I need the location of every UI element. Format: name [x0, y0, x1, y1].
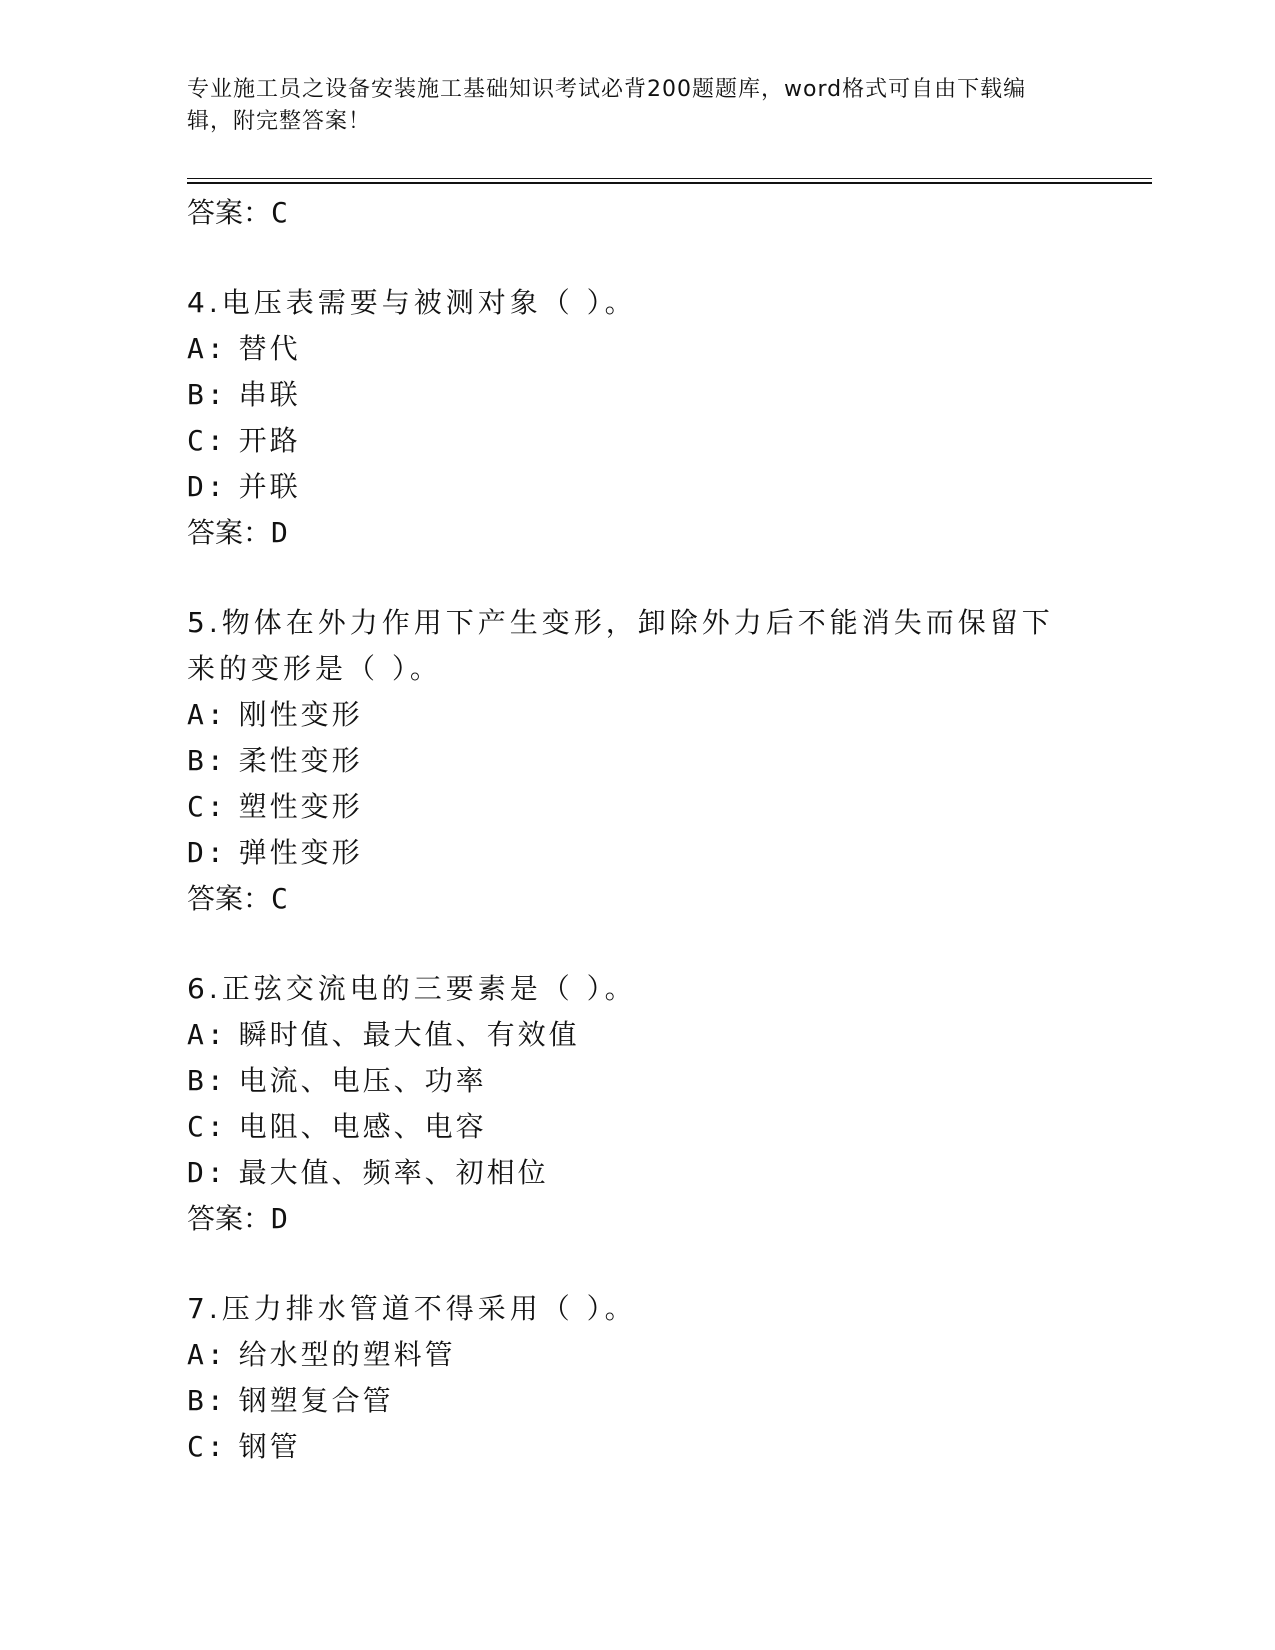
option-a: [187, 692, 1067, 738]
option-text: 开路: [238, 424, 301, 457]
answer-value: D: [271, 1202, 288, 1235]
option-letter: D:: [187, 836, 227, 869]
option-text: 柔性变形: [238, 744, 363, 777]
spacer: [187, 236, 1067, 280]
spacer: [187, 1242, 1067, 1286]
option-text: 并联: [238, 470, 301, 503]
question-stem: 6.正弦交流电的三要素是（ ）。: [187, 972, 637, 1005]
question-list: [187, 190, 1067, 1470]
option-letter: B:: [187, 744, 227, 777]
question-block: [187, 280, 1067, 556]
option-text: 最大值、频率、初相位: [238, 1156, 549, 1189]
question-block: [187, 966, 1067, 1242]
answer-line: [187, 1196, 1067, 1242]
question-stem: 4.电压表需要与被测对象（ ）。: [187, 286, 637, 319]
option-letter: C:: [187, 790, 227, 823]
option-b: [187, 738, 1067, 784]
option-text: 钢塑复合管: [238, 1384, 394, 1417]
spacer: [187, 922, 1067, 966]
option-letter: D:: [187, 470, 227, 503]
option-letter: B:: [187, 378, 227, 411]
answer-label: 答案：: [187, 882, 272, 915]
option-letter: C:: [187, 424, 227, 457]
document-header: 专业施工员之设备安装施工基础知识考试必背200题题库，word格式可自由下载编辑，附完整答案！: [187, 77, 1027, 134]
option-b: [187, 1058, 1067, 1104]
option-letter: B:: [187, 1384, 227, 1417]
option-d: [187, 464, 1067, 510]
option-text: 替代: [238, 332, 301, 365]
option-a: [187, 326, 1067, 372]
option-text: 电阻、电感、电容: [238, 1110, 487, 1143]
question-stem: 7.压力排水管道不得采用（ ）。: [187, 1292, 637, 1325]
option-b: [187, 1378, 1067, 1424]
spacer: [187, 556, 1067, 600]
option-text: 串联: [238, 378, 301, 411]
option-c: [187, 784, 1067, 830]
option-letter: C:: [187, 1110, 227, 1143]
answer-line: [187, 190, 1067, 236]
option-text: 塑性变形: [238, 790, 363, 823]
option-text: 钢管: [238, 1430, 301, 1463]
option-text: 瞬时值、最大值、有效值: [238, 1018, 580, 1051]
answer-line: [187, 510, 1067, 556]
answer-label: 答案：: [187, 1202, 272, 1235]
option-text: 刚性变形: [238, 698, 363, 731]
option-letter: A:: [187, 698, 227, 731]
option-c: [187, 418, 1067, 464]
option-text: 电流、电压、功率: [238, 1064, 487, 1097]
answer-line: [187, 876, 1067, 922]
option-text: 给水型的塑料管: [238, 1338, 456, 1371]
option-letter: A:: [187, 332, 227, 365]
option-c: [187, 1104, 1067, 1150]
option-text: 弹性变形: [238, 836, 363, 869]
option-letter: B:: [187, 1064, 227, 1097]
answer-label: 答案：: [187, 196, 272, 229]
question-block: [187, 600, 1067, 922]
answer-value: D: [271, 516, 288, 549]
option-letter: C:: [187, 1430, 227, 1463]
question-block: [187, 1286, 1067, 1470]
option-letter: A:: [187, 1338, 227, 1371]
option-d: [187, 830, 1067, 876]
answer-label: 答案：: [187, 516, 272, 549]
option-a: [187, 1012, 1067, 1058]
question-stem: 5.物体在外力作用下产生变形，卸除外力后不能消失而保留下来的变形是（ ）。: [187, 606, 1054, 685]
answer-value: C: [271, 882, 288, 915]
option-d: [187, 1150, 1067, 1196]
option-a: [187, 1332, 1067, 1378]
option-letter: A:: [187, 1018, 227, 1051]
option-letter: D:: [187, 1156, 227, 1189]
answer-value: C: [271, 196, 288, 229]
header-rule-thin: [187, 178, 1152, 179]
option-b: [187, 372, 1067, 418]
header-rule-thick: [187, 182, 1152, 184]
option-c: [187, 1424, 1067, 1470]
